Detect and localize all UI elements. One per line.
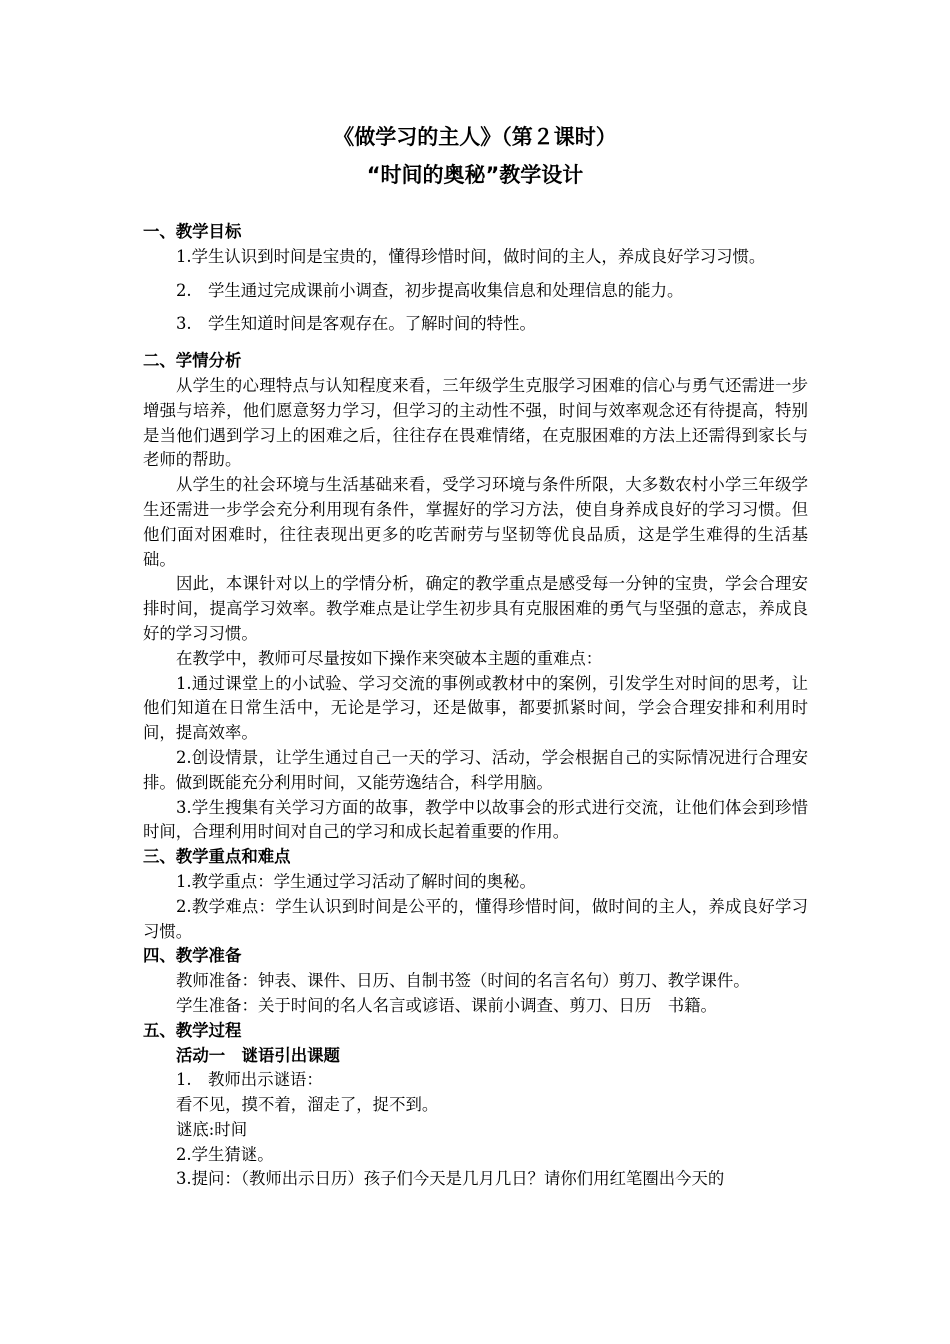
paragraph: 1.通过课堂上的小试验、学习交流的事例或教材中的案例，引发学生对时间的思考，让他们知道在日常生活中，无论是学习，还是做事，都要抓紧时间，学会合理安排和利用时间，提高效率。 bbox=[143, 673, 808, 743]
paragraph: 1.学生认识到时间是宝贵的，懂得珍惜时间，做时间的主人，养成良好学习习惯。 bbox=[176, 246, 766, 266]
paragraph: 谜底:时间 bbox=[176, 1119, 248, 1139]
section-heading-key-points: 三、教学重点和难点 bbox=[143, 847, 291, 867]
section-heading-preparation: 四、教学准备 bbox=[143, 946, 242, 966]
paragraph: 2.学生猜谜。 bbox=[176, 1144, 274, 1164]
section-heading-process: 五、教学过程 bbox=[143, 1020, 242, 1040]
paragraph: 3. 学生知道时间是客观存在。了解时间的特性。 bbox=[176, 314, 536, 334]
paragraph: 1.教学重点：学生通过学习活动了解时间的奥秘。 bbox=[176, 871, 536, 891]
paragraph: 在教学中，教师可尽量按如下操作来突破本主题的重难点： bbox=[176, 648, 603, 668]
document-subtitle: “时间的奥秘”教学设计 bbox=[366, 163, 584, 187]
paragraph: 2.教学难点：学生认识到时间是公平的，懂得珍惜时间，做时间的主人，养成良好学习习惯。 bbox=[143, 896, 808, 941]
paragraph: 3.学生搜集有关学习方面的故事，教学中以故事会的形式进行交流，让他们体会到珍惜时间，合理利用时间对自己的学习和成长起着重要的作用。 bbox=[143, 797, 808, 842]
document-title: 《做学习的主人》（第２课时） bbox=[333, 125, 617, 149]
paragraph: 因此，本课针对以上的学情分析，确定的教学重点是感受每一分钟的宝贵，学会合理安排时间，提高学习效率。教学难点是让学生初步具有克服困难的勇气与坚强的意志，养成良好的学习习惯。 bbox=[143, 574, 808, 643]
paragraph: 教师准备：钟表、课件、日历、自制书签（时间的名言名句）剪刀、教学课件。 bbox=[176, 971, 750, 991]
paragraph: 1. 教师出示谜语： bbox=[176, 1070, 323, 1090]
paragraph: 3.提问：（教师出示日历）孩子们今天是几月几日？请你们用红笔圈出今天的 bbox=[176, 1169, 725, 1189]
section-heading-objectives: 一、教学目标 bbox=[143, 222, 242, 241]
activity-heading: 活动一 谜语引出课题 bbox=[176, 1045, 340, 1065]
paragraph: 2. 学生通过完成课前小调查，初步提高收集信息和处理信息的能力。 bbox=[176, 280, 684, 300]
section-heading-analysis: 二、学情分析 bbox=[143, 351, 242, 371]
paragraph: 从学生的社会环境与生活基础来看，受学习环境与条件所限，大多数农村小学三年级学生还需进一步学会充分利用现有条件，掌握好的学习方法，使自身养成良好的学习习惯。但他们面对困难时，往往表现出更多的吃苦耐劳与坚韧等优良品质，这是学生难得的生活基础。 bbox=[143, 475, 808, 569]
paragraph: 从学生的心理特点与认知程度来看，三年级学生克服学习困难的信心与勇气还需进一步增强与培养，他们愿意努力学习，但学习的主动性不强，时间与效率观念还有待提高，特别是当他们遇到学习上的困难之后，往往存在畏难情绪，在克服困难的方法上还需得到家长与老师的帮助。 bbox=[143, 375, 808, 470]
document-body bbox=[143, 220, 808, 1192]
paragraph: 2.创设情景，让学生通过自己一天的学习、活动，学会根据自己的实际情况进行合理安排。做到既能充分利用时间，又能劳逸结合，科学用脑。 bbox=[143, 747, 808, 792]
paragraph: 看不见，摸不着，溜走了，捉不到。 bbox=[176, 1095, 439, 1115]
paragraph: 学生准备：关于时间的名人名言或谚语、课前小调查、剪刀、日历 书籍。 bbox=[176, 995, 717, 1015]
